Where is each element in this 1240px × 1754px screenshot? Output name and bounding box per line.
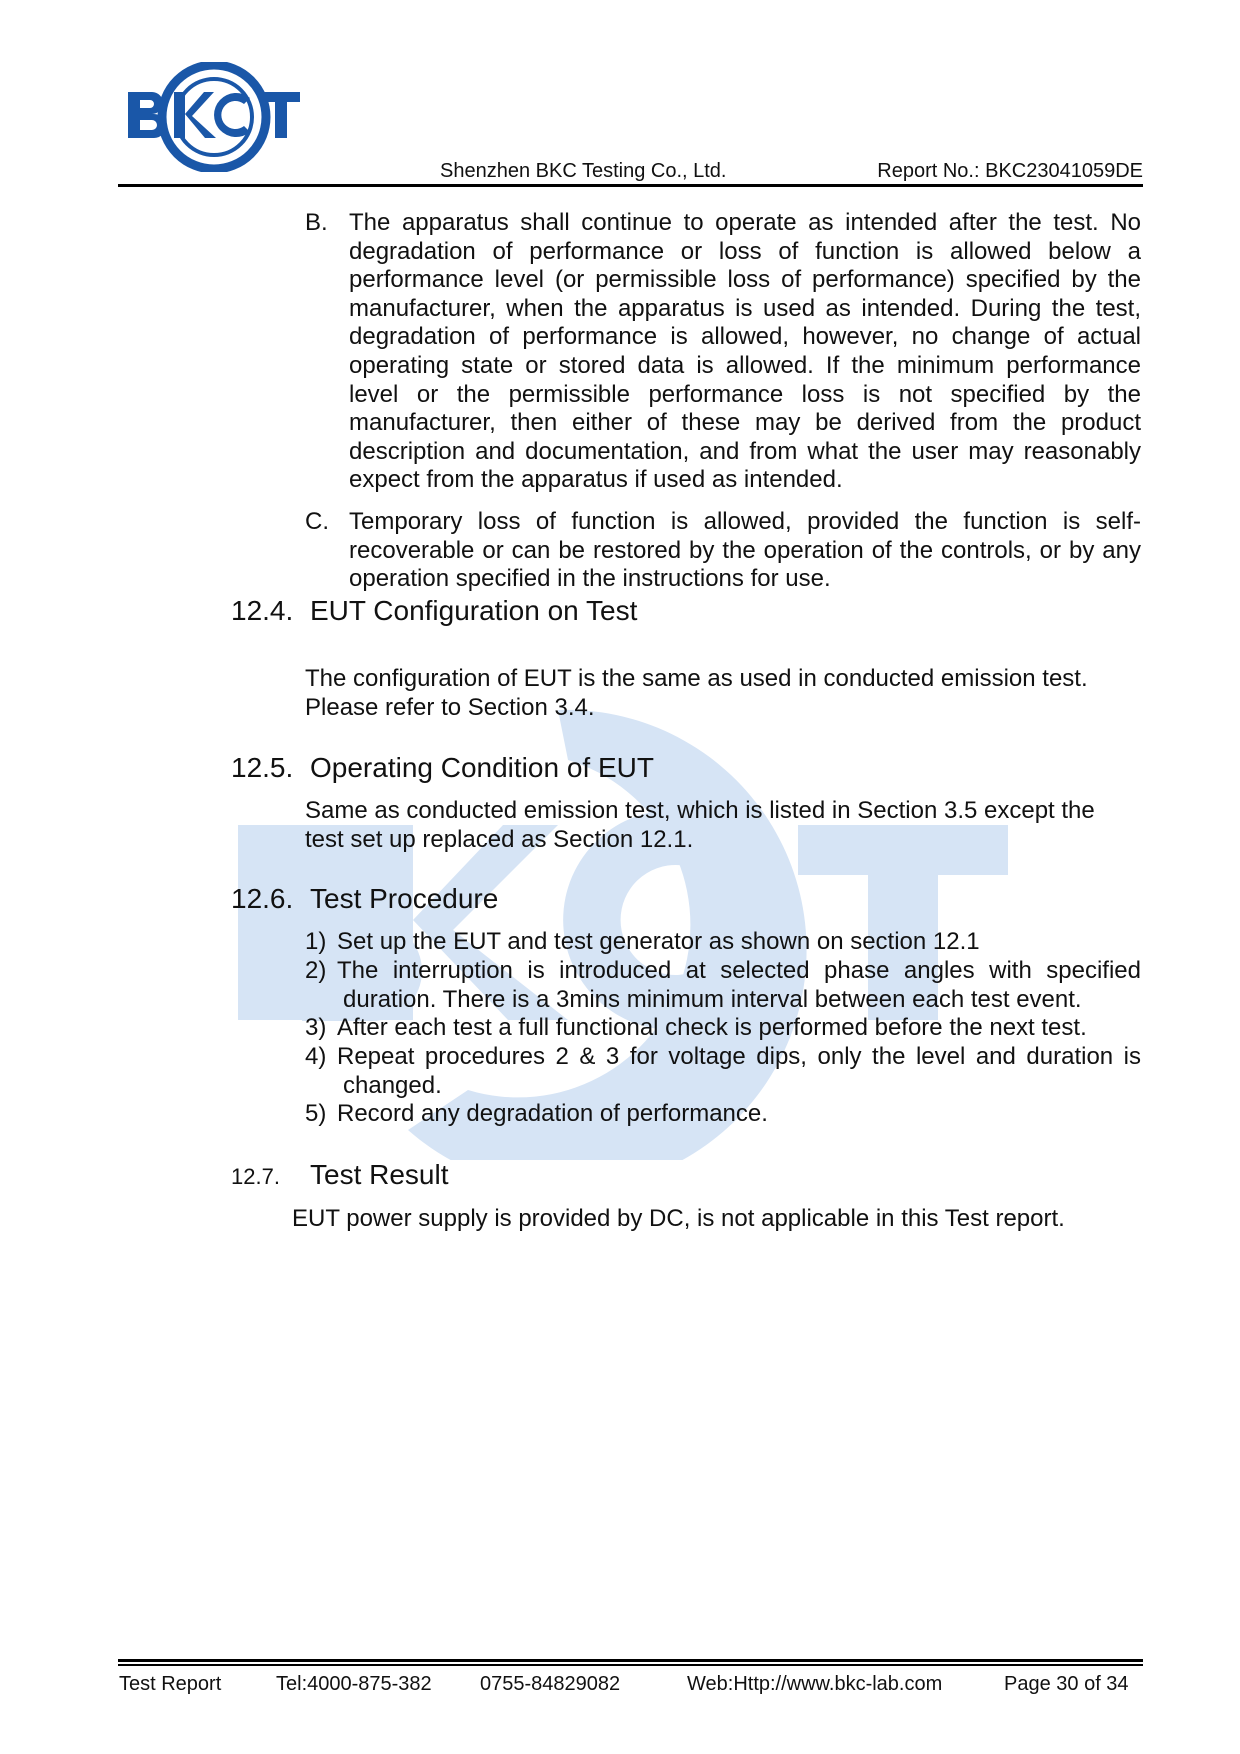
section-number: 12.5. — [231, 752, 294, 783]
step-number: 5) — [305, 1100, 327, 1127]
step-text: Set up the EUT and test generator as shown on section 12.1 — [337, 928, 980, 955]
header-report-number: Report No.: BKC23041059DE — [877, 160, 1143, 182]
footer-page-number: Page 30 of 34 — [1004, 1673, 1129, 1695]
item-c-marker: C. — [305, 508, 329, 535]
item-b-text: The apparatus shall continue to operate as intended after the test. No degradation of performance or loss of function is allowed below a performance level (or permissible loss of performance) specified by the manufacturer, when the apparatus is used as intended. During the test, degradation of performance is allowed, however, no change of actual operating state or stored data is allowed. If the minimum performance level or the permissible performance loss is not specified by the manufacturer, then either of these may be derived from the product description and documentation, and from what the user may reasonably expect from the apparatus if used as intended. — [349, 209, 1141, 494]
step-text: Repeat procedures 2 & 3 for voltage dips, only the level and duration is — [337, 1043, 1141, 1070]
step-number: 2) — [305, 957, 327, 984]
step-text-continued: duration. There is a 3mins minimum interval between each test event. — [343, 986, 1082, 1013]
footer-phone: 0755-84829082 — [480, 1673, 621, 1695]
section-title: Test Procedure — [310, 883, 499, 914]
section-12-5-heading — [231, 751, 654, 785]
section-title: Operating Condition of EUT — [310, 752, 654, 783]
footer-divider — [118, 1659, 1143, 1662]
footer-tel: Tel:4000-875-382 — [276, 1673, 432, 1695]
step-text-continued: changed. — [343, 1072, 442, 1099]
step-text: The interruption is introduced at selected phase angles with specified — [337, 957, 1141, 984]
header-company: Shenzhen BKC Testing Co., Ltd. — [440, 160, 727, 182]
section-number: 12.7. — [231, 1164, 280, 1189]
section-12-4-heading — [231, 594, 637, 628]
section-12-7-title: Test Result — [310, 1159, 449, 1190]
step-number: 4) — [305, 1043, 327, 1070]
section-12-5-line1: Same as conducted emission test, which is listed in Section 3.5 except the — [305, 797, 1095, 824]
section-number: 12.6. — [231, 883, 294, 914]
step-number: 3) — [305, 1014, 327, 1041]
section-number: 12.4. — [231, 595, 294, 626]
section-12-4-line2: Please refer to Section 3.4. — [305, 694, 595, 721]
header-divider — [118, 184, 1143, 187]
section-12-4-line1: The configuration of EUT is the same as used in conducted emission test. — [305, 665, 1088, 692]
bkct-logo — [126, 62, 302, 172]
step-text: After each test a full functional check is performed before the next test. — [337, 1014, 1087, 1041]
step-number: 1) — [305, 928, 327, 955]
item-c-text: Temporary loss of function is allowed, provided the function is self-recoverable or can be restored by the operation of the controls, or by any operation specified in the instructions for use. — [349, 508, 1141, 593]
footer-web: Web:Http://www.bkc-lab.com — [687, 1673, 943, 1695]
section-title: EUT Configuration on Test — [310, 595, 638, 626]
section-12-5-line2: test set up replaced as Section 12.1. — [305, 826, 694, 853]
section-12-7-text: EUT power supply is provided by DC, is not applicable in this Test report. — [292, 1205, 1065, 1232]
footer-divider-thin — [118, 1664, 1143, 1666]
section-12-6-heading — [231, 882, 498, 916]
step-text: Record any degradation of performance. — [337, 1100, 768, 1127]
footer-label: Test Report — [119, 1673, 222, 1695]
item-b-marker: B. — [305, 209, 328, 236]
